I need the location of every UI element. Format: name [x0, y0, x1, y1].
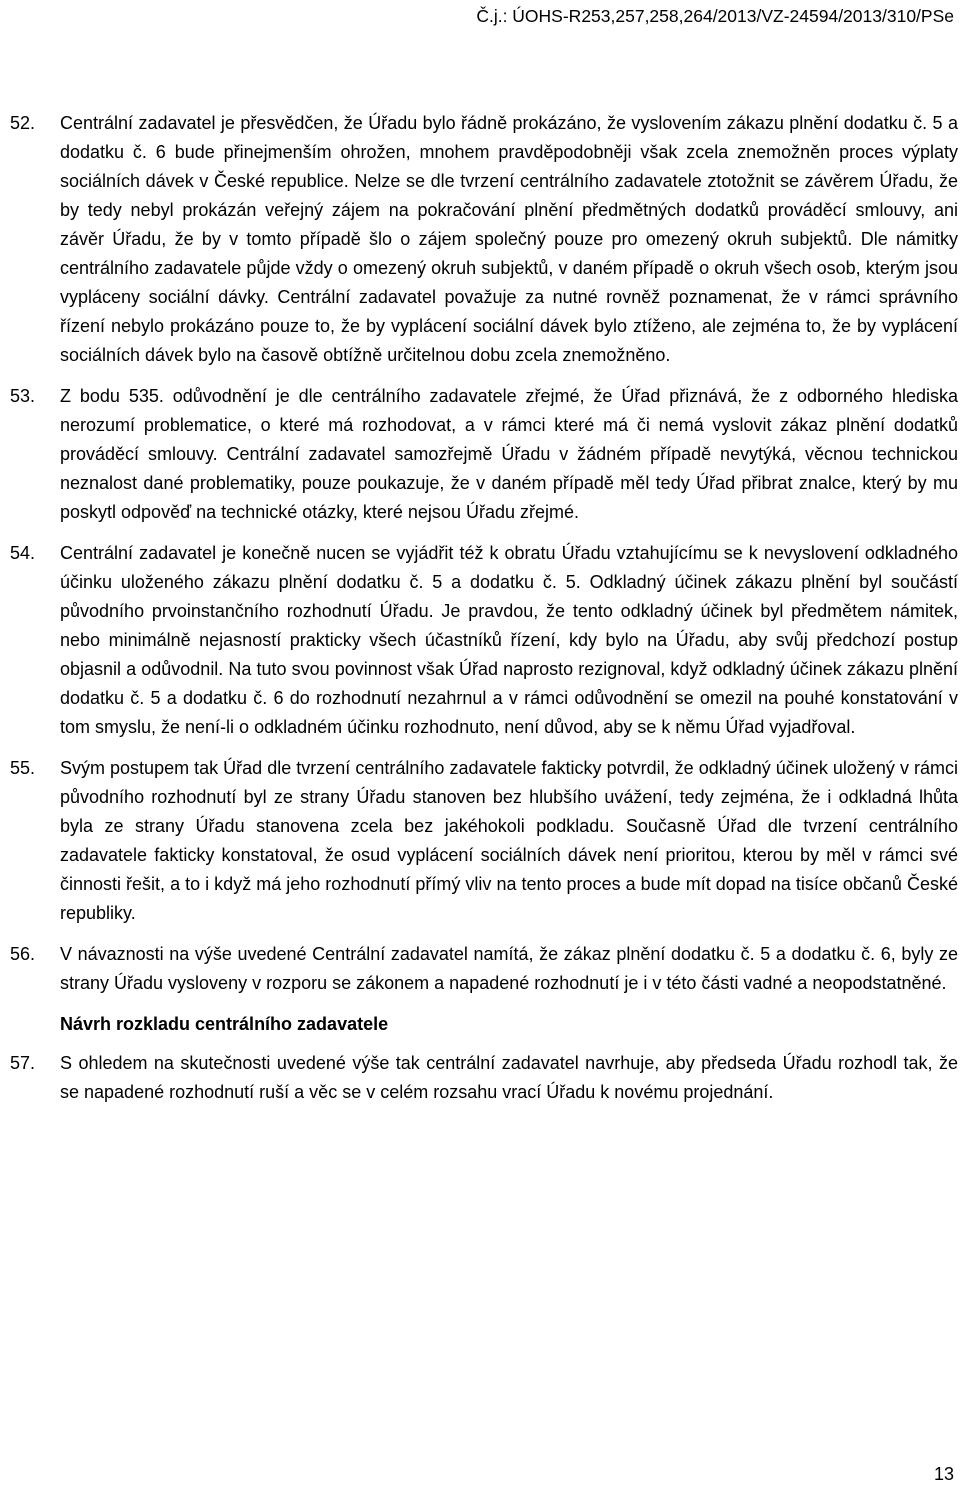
paragraph-text: Centrální zadavatel je konečně nucen se vyjádřit též k obratu Úřadu vztahujícímu se k nevyslovení odkladného účinku uloženého zákazu plnění dodatku č. 5 a dodatku č. 5. Odkladný účinek zákazu plnění byl součástí původního prvoinstančního rozhodnutí Úřadu. Je pravdou, že tento odkladný účinek byl předmětem námitek, nebo minimálně nejasností prakticky všech účastníků řízení, kdy bylo na Úřadu, aby svůj předchozí postup objasnil a odůvodnil. Na tuto svou povinnost však Úřad naprosto rezignoval, když odkladný účinek zákazu plnění dodatku č. 5 a dodatku č. 6 do rozhodnutí nezahrnul a v rámci odůvodnění se omezil na pouhé konstatování v tom smyslu, že není-li o odkladném účinku rozhodnuto, není důvod, aby se k němu Úřad vyjadřoval.: [60, 543, 958, 737]
paragraph-number: 56.: [10, 944, 36, 964]
paragraph-52: [10, 109, 958, 370]
paragraph-text: Z bodu 535. odůvodnění je dle centrálního zadavatele zřejmé, že Úřad přiznává, že z odborného hlediska nerozumí problematice, o které má rozhodovat, a v rámci které má či nemá vyslovit zákaz plnění dodatků prováděcí smlouvy. Centrální zadavatel samozřejmě Úřadu v žádném případě nevytýká, věcnou technickou neznalost dané problematiky, pouze poukazuje, že v daném případě měl tedy Úřad přibrat znalce, který by mu poskytl odpověď na technické otázky, které nejsou Úřadu zřejmé.: [60, 386, 958, 522]
paragraph-text: S ohledem na skutečnosti uvedené výše tak centrální zadavatel navrhuje, aby předseda Úřadu rozhodl tak, že se napadené rozhodnutí ruší a věc se v celém rozsahu vrací Úřadu k novému projednání.: [60, 1053, 958, 1102]
paragraph-55: [10, 754, 958, 928]
section-heading: Návrh rozkladu centrálního zadavatele: [60, 1014, 389, 1034]
paragraph-53: [10, 382, 958, 527]
paragraph-number: 55.: [10, 758, 36, 778]
paragraph-54: [10, 539, 958, 742]
paragraph-text: V návaznosti na výše uvedené Centrální zadavatel namítá, že zákaz plnění dodatku č. 5 a dodatku č. 6, byly ze strany Úřadu vysloveny v rozporu se zákonem a napadené rozhodnutí je i v této části vadné a neopodstatněné.: [60, 944, 958, 993]
paragraph-number: 52.: [10, 113, 36, 133]
paragraph-number: 53.: [10, 386, 36, 406]
paragraph-text: Centrální zadavatel je přesvědčen, že Úřadu bylo řádně prokázáno, že vyslovením zákazu plnění dodatku č. 5 a dodatku č. 6 bude přinejmenším ohrožen, mnohem pravděpodobněji však zcela znemožněn proces výplaty sociálních dávek v České republice. Nelze se dle tvrzení centrálního zadavatele ztotožnit se závěrem Úřadu, že by tedy nebyl prokázán veřejný zájem na pokračování plnění předmětných dodatků prováděcí smlouvy, ani závěr Úřadu, že by v tomto případě šlo o zájem společný pouze pro omezený okruh subjektů. Dle námitky centrálního zadavatele půjde vždy o omezený okruh subjektů, v daném případě o okruh všech osob, kterým jsou vypláceny sociální dávky. Centrální zadavatel považuje za nutné rovněž poznamenat, že v rámci správního řízení nebylo prokázáno pouze to, že by vyplácení sociální dávek bylo ztíženo, ale zejména to, že by vyplácení sociálních dávek bylo na časově obtížně určitelnou dobu zcela znemožněno.: [60, 113, 958, 365]
paragraph-57: [10, 1049, 958, 1107]
document-reference-header: Č.j.: ÚOHS-R253,257,258,264/2013/VZ-24594/2013/310/PSe: [476, 6, 954, 26]
document-body: [10, 109, 958, 1119]
paragraph-number: 54.: [10, 543, 36, 563]
paragraph-56: [10, 940, 958, 998]
page-number: 13: [933, 1464, 954, 1484]
paragraph-text: Svým postupem tak Úřad dle tvrzení centrálního zadavatele fakticky potvrdil, že odkladný účinek uložený v rámci původního rozhodnutí byl ze strany Úřadu stanoven bez hlubšího uvážení, tedy zejména, že i odkladná lhůta byla ze strany Úřadu stanovena zcela bez jakéhokoli podkladu. Současně Úřad dle tvrzení centrálního zadavatele fakticky konstatoval, že osud vyplácení sociálních dávek není prioritou, kterou by měl v rámci své činnosti řešit, a to i když má jeho rozhodnutí přímý vliv na tento proces a bude mít dopad na tisíce občanů České republiky.: [60, 758, 958, 923]
paragraph-number: 57.: [10, 1053, 36, 1073]
